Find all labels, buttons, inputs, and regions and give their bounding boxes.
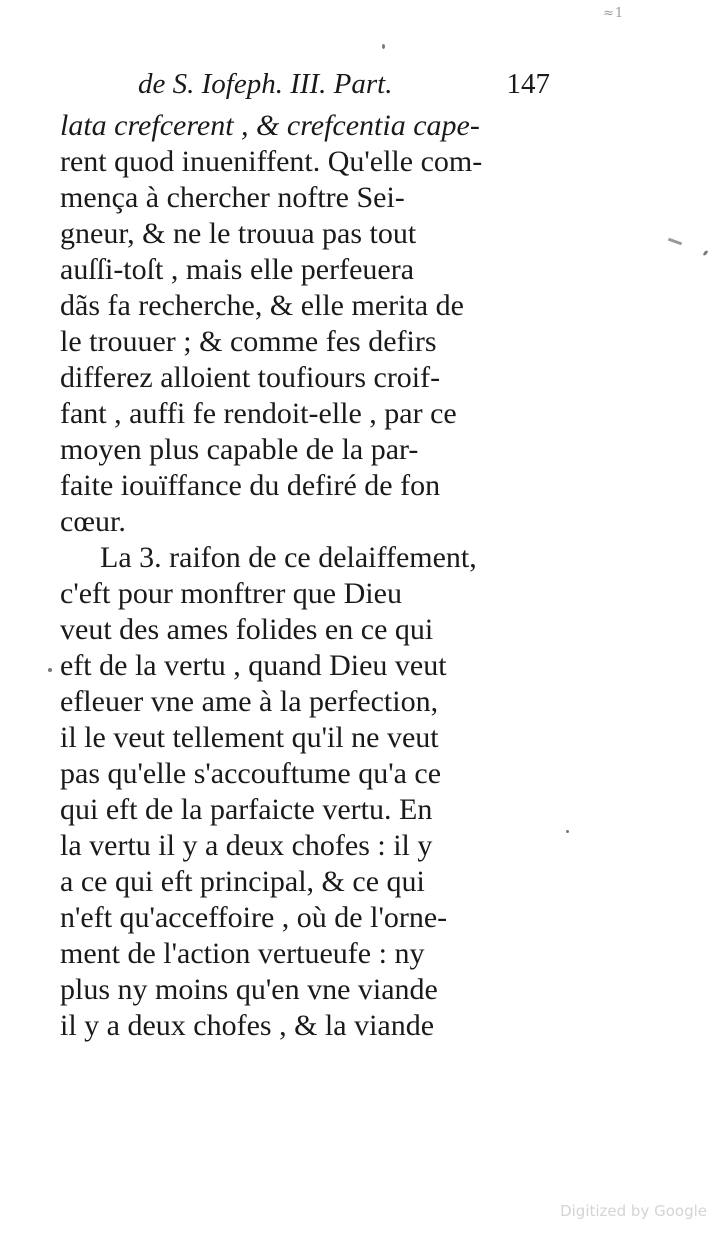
text-line-4: gneur, & ne le trouua pas tout (60, 217, 417, 250)
text-line-19: pas qu'elle s'accouftume qu'a ce (60, 757, 442, 790)
text-line-10: moyen plus capable de la par- (60, 433, 419, 466)
text-line-6: dãs fa recherche, & elle merita de (60, 289, 464, 322)
text-line-24: ment de l'action vertueufe : ny (60, 937, 425, 970)
page-number: 147 (506, 68, 550, 100)
text-line-15: veut des ames folides en ce qui (60, 613, 434, 646)
text-line-21: la vertu il y a deux chofes : il y (60, 829, 433, 862)
text-line-25: plus ny moins qu'en vne viande (60, 973, 438, 1006)
text-line-3: mença à chercher noftre Sei- (60, 181, 405, 214)
scan-speck (566, 830, 569, 833)
text-line-17: efleuer vne ame à la perfection, (60, 685, 439, 718)
scan-speck (48, 668, 52, 672)
text-line-1: lata crefcerent , & crefcentia cape- (60, 109, 480, 142)
text-line-14: c'eft pour monftrer que Dieu (60, 577, 402, 610)
body-text (60, 108, 545, 1044)
text-line-8: differez alloient toufiours croif- (60, 361, 441, 394)
page-header (120, 68, 550, 108)
running-title: de S. Iofeph. III. Part. (138, 68, 393, 100)
text-line-7: le trouuer ; & comme fes defirs (60, 325, 437, 358)
text-line-13: La 3. raifon de ce delaiffement, (100, 541, 477, 574)
scan-speck (702, 250, 708, 257)
watermark: Digitized by Google (560, 1202, 707, 1220)
text-line-2: rent quod inueniffent. Qu'elle com- (60, 145, 483, 178)
text-line-23: n'eft qu'acceffoire , où de l'orne- (60, 901, 448, 934)
text-line-16: eft de la vertu , quand Dieu veut (60, 649, 447, 682)
text-line-11: faite iouïffance du defiré de fon (60, 469, 441, 502)
text-line-12: cœur. (60, 505, 126, 538)
scan-mark (668, 238, 682, 246)
corner-mark: ≈1 (603, 6, 625, 21)
text-line-5: auſſi-toſt , mais elle perfeuera (60, 253, 415, 286)
text-line-26: il y a deux chofes , & la viande (60, 1009, 435, 1042)
text-line-22: a ce qui eft principal, & ce qui (60, 865, 425, 898)
scan-speck (382, 44, 385, 49)
text-line-9: fant , auffi fe rendoit-elle , par ce (60, 397, 457, 430)
text-line-20: qui eft de la parfaicte vertu. En (60, 793, 433, 826)
text-line-18: il le veut tellement qu'il ne veut (60, 721, 439, 754)
